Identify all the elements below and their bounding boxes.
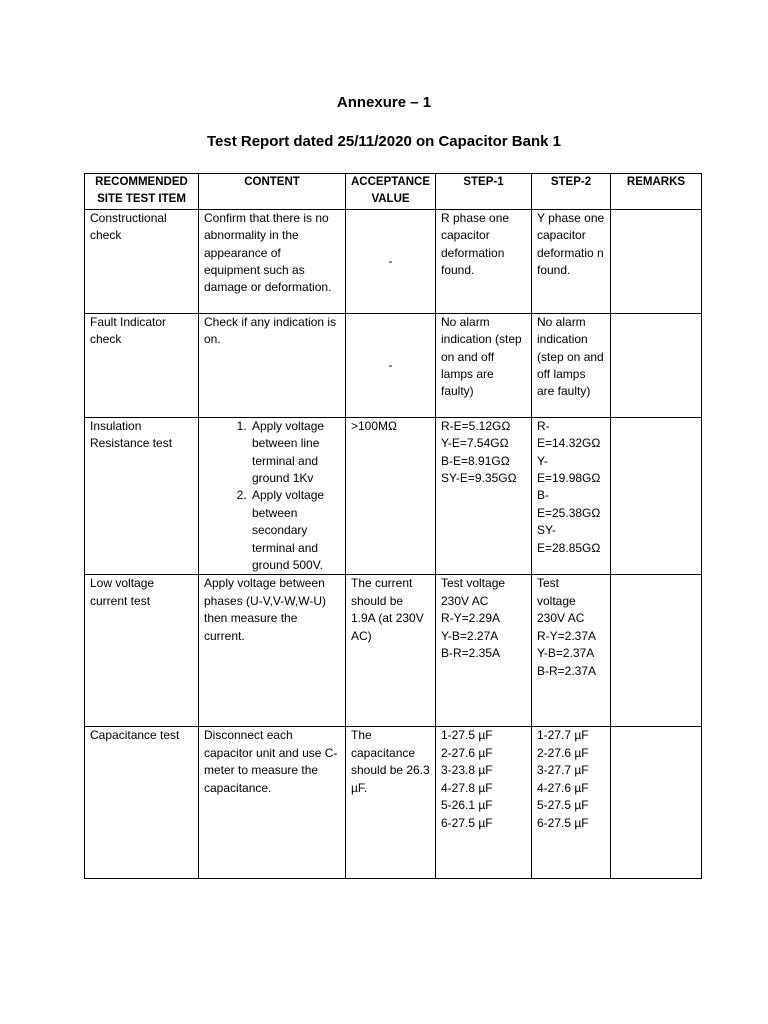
reading-line: Y-: [537, 453, 548, 468]
reading-line: E=28.85GΩ: [537, 540, 601, 555]
reading-line: Test: [537, 576, 560, 591]
reading-line: Y-E=7.54GΩ: [441, 436, 509, 451]
header-step-2: STEP-2: [532, 174, 611, 210]
reading-line: B-E=8.91GΩ: [441, 453, 510, 468]
header-site-test-item: RECOMMENDED SITE TEST ITEM: [85, 174, 199, 210]
cell-remarks: [611, 209, 702, 313]
reading-line: 6-27.5 µF: [537, 815, 589, 830]
cell-item: Constructional check: [85, 209, 199, 313]
reading-line: voltage: [537, 593, 576, 608]
cell-remarks: [611, 727, 702, 879]
header-content: CONTENT: [199, 174, 346, 210]
annexure-title: Annexure – 1: [336, 94, 432, 111]
cell-step-2: No alarm indication (step on and off lamps are faulty): [532, 313, 611, 417]
cell-remarks: [611, 417, 702, 575]
reading-line: B-: [537, 488, 549, 503]
table-row: [85, 727, 702, 879]
cell-step-1: [436, 575, 532, 727]
reading-line: 2-27.6 µF: [537, 745, 589, 760]
content-steps-list: [204, 418, 340, 575]
cell-acceptance: The current should be 1.9A (at 230V AC): [346, 575, 436, 727]
cell-content: Apply voltage between phases (U-V,V-W,W-U) then measure the current.: [199, 575, 346, 727]
reading-line: Y-B=2.27A: [441, 628, 499, 643]
cell-acceptance: -: [346, 209, 436, 313]
reading-line: R-E=5.12GΩ: [441, 418, 511, 433]
reading-line: 1-27.7 µF: [537, 728, 589, 743]
header-step-1: STEP-1: [436, 174, 532, 210]
cell-item: Fault Indicator check: [85, 313, 199, 417]
table-row: [85, 417, 702, 575]
list-item: 1. Apply voltage between line terminal and ground 1Kv: [250, 418, 340, 488]
reading-line: E=19.98GΩ: [537, 471, 601, 486]
cell-content: Disconnect each capacitor unit and use C-meter to measure the capacitance.: [199, 727, 346, 879]
list-item: 2. Apply voltage between secondary terminal and ground 500V.: [250, 487, 340, 574]
cell-step-2: Y phase one capacitor deformatio n found.: [532, 209, 611, 313]
reading-line: 3-23.8 µF: [441, 763, 493, 778]
test-report-table: [84, 173, 702, 879]
reading-line: 230V AC: [441, 593, 489, 608]
cell-content: Check if any indication is on.: [199, 313, 346, 417]
cell-acceptance: -: [346, 313, 436, 417]
table-row: [85, 313, 702, 417]
reading-line: Test voltage: [441, 576, 506, 591]
cell-remarks: [611, 575, 702, 727]
cell-step-1: No alarm indication (step on and off lamps are faulty): [436, 313, 532, 417]
cell-step-2: [532, 417, 611, 575]
cell-acceptance: >100MΩ: [346, 417, 436, 575]
reading-line: 4-27.6 µF: [537, 780, 589, 795]
cell-item: Capacitance test: [85, 727, 199, 879]
reading-line: Y-B=2.37A: [537, 646, 595, 661]
reading-line: 4-27.8 µF: [441, 780, 493, 795]
reading-line: 5-26.1 µF: [441, 798, 493, 813]
reading-line: R-Y=2.37A: [537, 628, 597, 643]
cell-content: [199, 417, 346, 575]
reading-line: E=14.32GΩ: [537, 436, 601, 451]
cell-acceptance: The capacitance should be 26.3 µF.: [346, 727, 436, 879]
reading-line: E=25.38GΩ: [537, 505, 601, 520]
header-acceptance-value: ACCEPTANCE VALUE: [346, 174, 436, 210]
cell-step-1: [436, 417, 532, 575]
reading-line: SY-: [537, 523, 556, 538]
cell-step-1: [436, 727, 532, 879]
cell-item: Insulation Resistance test: [85, 417, 199, 575]
header-remarks: REMARKS: [611, 174, 702, 210]
reading-line: 6-27.5 µF: [441, 815, 493, 830]
reading-line: SY-E=9.35GΩ: [441, 471, 517, 486]
cell-step-1: R phase one capacitor deformation found.: [436, 209, 532, 313]
report-title: Test Report dated 25/11/2020 on Capacitor Bank 1: [206, 133, 562, 150]
cell-item: Low voltage current test: [85, 575, 199, 727]
reading-line: 1-27.5 µF: [441, 728, 493, 743]
cell-remarks: [611, 313, 702, 417]
table-row: [85, 209, 702, 313]
table-row: [85, 575, 702, 727]
reading-line: 5-27.5 µF: [537, 798, 589, 813]
reading-line: R-: [537, 418, 550, 433]
reading-line: 2-27.6 µF: [441, 745, 493, 760]
reading-line: 230V AC: [537, 611, 585, 626]
cell-step-2: [532, 727, 611, 879]
reading-line: 3-27.7 µF: [537, 763, 589, 778]
reading-line: R-Y=2.29A: [441, 611, 501, 626]
reading-line: B-R=2.37A: [537, 663, 597, 678]
cell-step-2: [532, 575, 611, 727]
table-header-row: [85, 174, 702, 210]
reading-line: B-R=2.35A: [441, 646, 501, 661]
cell-content: Confirm that there is no abnormality in the appearance of equipment such as damage or deformation.: [199, 209, 346, 313]
